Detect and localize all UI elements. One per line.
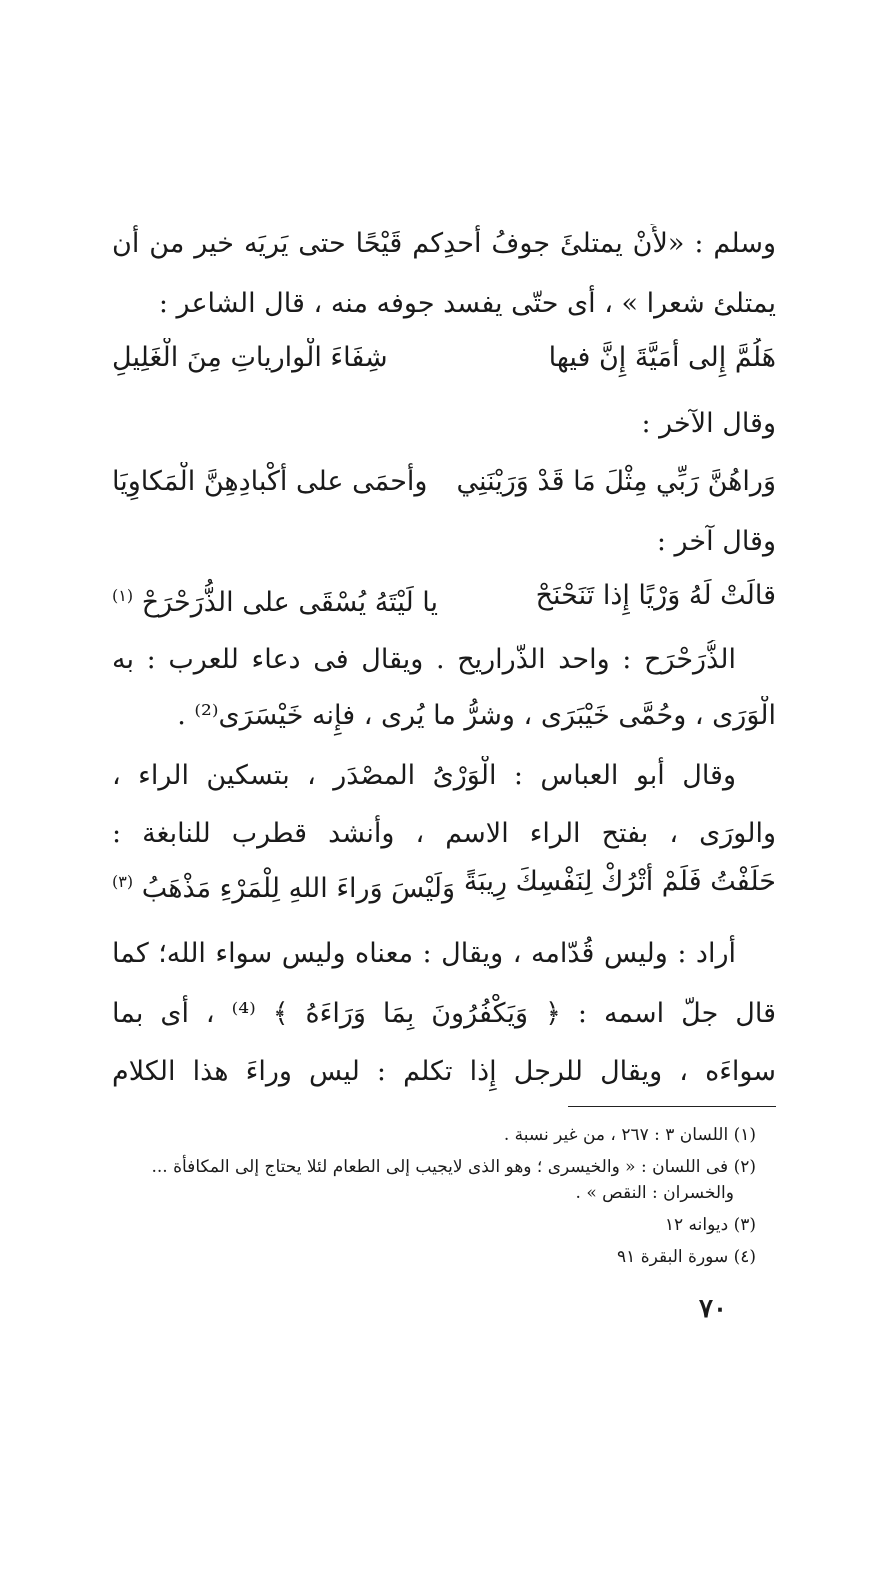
- footnote-3: (٣) ديوانه ١٢: [664, 1215, 756, 1235]
- verse-4: [112, 862, 776, 909]
- body-line-2: يمتلئ شعرا » ، أَى حتّى يفسد جوفه منه ، قال الشاعر :: [158, 288, 776, 319]
- verse-4-second-wrap: [112, 862, 455, 909]
- body-line-8: والورَى ، بفتح الراء الاسم ، وأَنشد قطرب للنابغة :: [112, 818, 776, 849]
- footnote-4: (٤) سورة البقرة ٩١: [617, 1247, 756, 1267]
- verse-3-first-hemistich: قالَتْ لَهُ وَرْيًا إِذا تَنَحْنَحْ: [535, 580, 776, 611]
- body-line-1: وسلم : «لأَنْ يمتلئَ جوفُ أَحدِكم قَيْحًا حتى يَريَه خير من أَن: [112, 228, 776, 259]
- footnote-2: (٢) فى اللسان : « والخيسرى ؛ وهو الذى لايجيب إلى الطعام لئلا يحتاج إلى المكافأة ...: [151, 1157, 756, 1177]
- body-line-10: قال جلّ اسمه : ﴿ وَيَكْفُرُونَ بِمَا وَرَاءَهُ ﴾ ⁽⁴⁾ ، أَى بما: [112, 998, 776, 1029]
- footnote-marker-1: (١): [112, 586, 134, 605]
- footnote-marker-3: (٣): [112, 872, 134, 891]
- body-line-4: وقال آخر :: [656, 526, 776, 557]
- footnote-1: (١) اللسان ٣ : ٢٦٧ ، من غير نسبة .: [503, 1125, 756, 1145]
- page-number: ٧٠: [699, 1294, 727, 1324]
- verse-1-first-hemistich: هَلُمَّ إِلى أُمَيَّةَ إِنَّ فيها: [548, 342, 776, 373]
- body-line-5: الذُّرَحْرَح : واحد الذّراريح . ويقال فى دعاء للعرب : به: [112, 644, 736, 675]
- verse-2-first-hemistich: وَراهُنَّ رَبِّي مِثْلَ مَا قَدْ وَرَيْنَنِي: [456, 466, 776, 497]
- footnote-2-continuation: والخسران : النقص » .: [575, 1183, 734, 1203]
- verse-3-second-hemistich: يا لَيْتَهُ يُسْقَى على الذُّرَحْرَحْ: [141, 587, 439, 618]
- body-line-7: وقال أَبو العباس : الْوَرْىُ المصْدَر ، بتسكين الراء ،: [112, 760, 736, 791]
- body-line-6: الْوَرَى ، وحُمَّى خَيْبَرَى ، وشرُّ ما يُرى ، فإِنه خَيْسَرَى⁽²⁾ .: [177, 700, 776, 731]
- verse-3-second-wrap: [112, 576, 438, 623]
- verse-3: [112, 576, 776, 623]
- body-line-9: أَراد : وليس قُدّامه ، ويقال : معناه وليس سواء الله؛ كما: [112, 938, 736, 969]
- body-line-11: سواءَه ، ويقال للرجل إِذا تكلم : ليس وراءَ هذا الكلام: [112, 1056, 776, 1087]
- verse-4-second-hemistich: وَلَيْسَ وَراءَ اللهِ لِلْمَرْءِ مَذْهَبُ: [141, 873, 456, 904]
- verse-2-second-hemistich: وأَحمَى على أَكْبادِهِنَّ الْمَكاوِيَا: [112, 466, 428, 497]
- body-line-3: وقال الآخر :: [641, 408, 776, 439]
- verse-4-first-hemistich: حَلَفْتُ فَلَمْ أَتْرُكْ لِنَفْسِكَ رِيبَةً: [463, 866, 776, 897]
- footnote-separator: [568, 1106, 776, 1107]
- verse-1: [112, 338, 776, 378]
- verse-1-second-hemistich: شِفَاءَ الْوارياتِ مِنَ الْغَلِيلِ: [112, 342, 388, 373]
- verse-2: [112, 462, 776, 502]
